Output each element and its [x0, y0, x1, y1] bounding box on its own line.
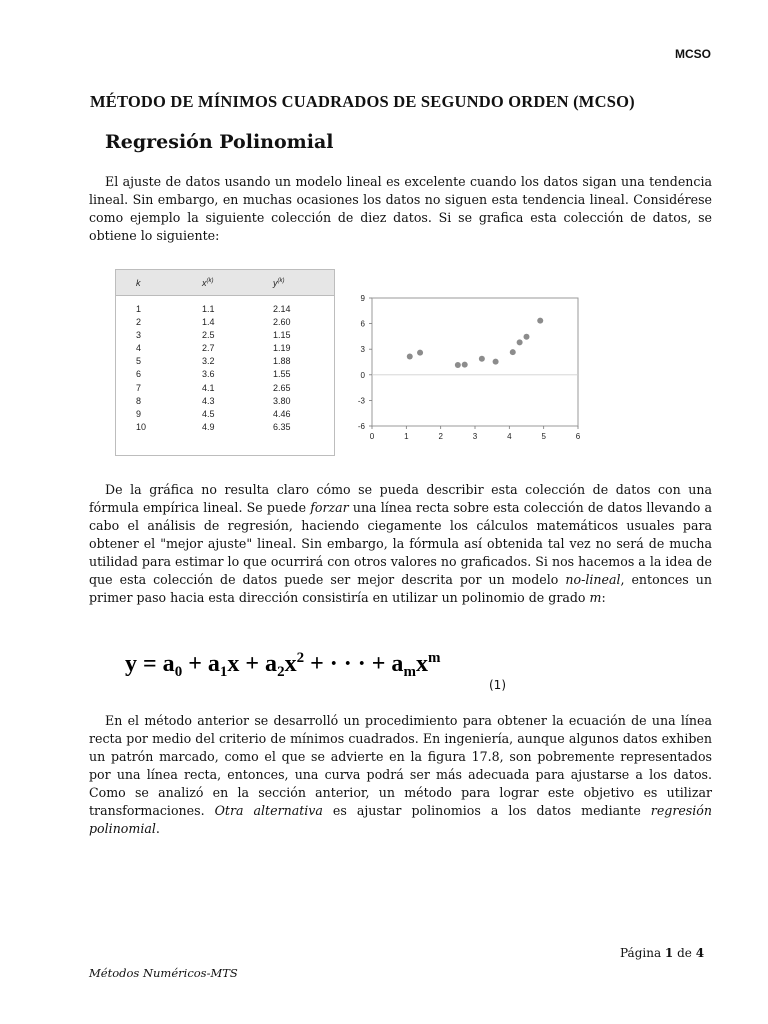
scatter-chart-svg — [352, 284, 588, 456]
y-tick-label: 9 — [360, 294, 365, 303]
document-title: MÉTODO DE MÍNIMOS CUADRADOS DE SEGUNDO ORDEN (MCSO) — [90, 92, 635, 111]
table-cell: 2.14 — [273, 304, 291, 314]
table-cell: 2.65 — [273, 382, 291, 393]
table-cell: 3.2 — [202, 356, 215, 367]
y-tick-label: 0 — [360, 370, 365, 380]
table-cell: 3 — [136, 330, 142, 341]
equation-number: (1) — [489, 678, 506, 692]
table-row — [116, 330, 334, 343]
data-point — [455, 362, 461, 368]
table-cell: 4.1 — [202, 382, 215, 393]
table-cell: 1.55 — [273, 369, 291, 380]
page-number: Página 1 de 4 — [620, 946, 705, 960]
table-row — [116, 422, 334, 435]
x-tick-label: 4 — [507, 432, 512, 441]
table-row — [116, 383, 334, 396]
em-otra-alternativa: Otra alternativa — [214, 803, 323, 818]
table-cell: 1.88 — [273, 356, 291, 367]
header-y-sup: (k) — [277, 278, 285, 284]
data-point — [493, 359, 499, 365]
table-cell: 4.46 — [273, 408, 291, 419]
y-tick-label: -6 — [357, 422, 365, 431]
em-forzar: forzar — [310, 500, 349, 515]
table-cell: 1 — [136, 304, 142, 314]
header-x: $x^{(k)}$ — [202, 278, 214, 288]
table-header — [116, 270, 334, 296]
em-regresion-polinomial: regresión polinomial — [89, 803, 712, 836]
data-point — [462, 362, 468, 368]
x-tick-label: 3 — [472, 432, 478, 441]
x-tick-label: 1 — [404, 432, 409, 441]
table-cell: 5 — [136, 356, 142, 367]
table-body — [116, 296, 334, 435]
data-point — [407, 354, 413, 360]
table-cell: 2 — [136, 317, 142, 328]
table-cell: 2.7 — [202, 343, 215, 354]
y-tick-label: 6 — [360, 319, 365, 329]
header-k: k — [136, 278, 141, 288]
table-row — [116, 304, 334, 317]
table-row — [116, 369, 334, 382]
table-cell: 10 — [136, 421, 147, 432]
table-row — [116, 343, 334, 356]
header-x-sup: (k) — [206, 278, 214, 284]
paragraph-polynomial-regression: En el método anterior se desarrolló un procedimiento para obtener la ecuación de una línea recta por medio del criterio de mínimos cuadrados. En ingeniería, aunque algunos datos exhiben un patrón marcado, como el que se advierte en la figura 17.8, son pobremente representados por una línea recta, entonces, una curva podrá ser más adecuada para ajustarse a los datos. Como se analizó en la sección anterior, un método para lograr este objetivo es utilizar transformaciones. Otra alternativa es ajustar polinomios a los datos mediante regresión polinomial. — [89, 713, 712, 836]
data-point — [524, 334, 530, 340]
section-title: Regresión Polinomial — [105, 131, 334, 153]
table-cell: 1.4 — [202, 317, 215, 328]
y-tick-label: -3 — [357, 396, 365, 406]
table-cell: 7 — [136, 382, 142, 393]
em-m: m — [589, 590, 602, 605]
table-cell: 3.6 — [202, 369, 215, 380]
em-no-lineal: no-lineal — [565, 572, 621, 587]
header-label: MCSO — [675, 47, 711, 61]
table-cell: 4 — [136, 343, 142, 354]
polynomial-equation: $y = a_0 + a_1x + a_2x^2$ + · · · + $a_mx^m$ — [125, 650, 441, 680]
data-point — [537, 318, 543, 324]
data-point — [479, 356, 485, 362]
x-tick-label: 0 — [369, 432, 375, 441]
table-row — [116, 409, 334, 422]
x-tick-label: 5 — [541, 432, 546, 441]
table-cell: 2.60 — [273, 317, 291, 328]
table-cell: 4.5 — [202, 408, 215, 419]
table-row — [116, 317, 334, 330]
table-cell: 1.19 — [273, 343, 291, 354]
scatter-chart — [352, 284, 588, 456]
table-cell: 2.5 — [202, 330, 215, 341]
table-cell: 6 — [136, 369, 142, 380]
paragraph-intro: El ajuste de datos usando un modelo lineal es excelente cuando los datos sigan una tendencia lineal. Sin embargo, en muchas ocasiones los datos no siguen esta tendencia lineal. Considérese como ejemplo la siguiente colección de diez datos. Si se grafica esta colección de datos, se obtiene lo siguiente: — [89, 174, 712, 243]
table-cell: 1.1 — [202, 304, 215, 314]
x-tick-label: 6 — [575, 432, 581, 441]
table-cell: 6.35 — [273, 421, 291, 432]
table-cell: 4.3 — [202, 395, 215, 406]
table-cell: 3.80 — [273, 395, 291, 406]
data-table — [115, 269, 335, 456]
data-point — [417, 350, 423, 356]
plot-frame — [372, 298, 578, 426]
data-point — [517, 339, 523, 345]
paragraph-nonlinear: De la gráfica no resulta claro cómo se pueda describir esta colección de datos con una fórmula empírica lineal. Se puede forzar una línea recta sobre esta colección de datos llevando a cabo el análisis de regresión, haciendo ciegamente los cálculos matemáticos usuales para obtener el "mejor ajuste" lineal. Sin embargo, la fórmula así obtenida tal vez no será de mucha utilidad para estimar lo que ocurrirá con otros valores no graficados. Si nos hacemos a la idea de que esta colección de datos puede ser mejor descrita por un modelo no-lineal, entonces un primer paso hacia esta dirección consistiría en utilizar un polinomio de grado m: — [89, 482, 712, 605]
table-cell: 8 — [136, 395, 142, 406]
table-row — [116, 356, 334, 369]
footer-course: Métodos Numéricos-MTS — [89, 966, 238, 980]
header-y: $y^{(k)}$ — [273, 278, 285, 288]
table-cell: 9 — [136, 408, 142, 419]
table-cell: 1.15 — [273, 330, 291, 341]
data-point — [510, 349, 516, 355]
table-cell: 4.9 — [202, 421, 215, 432]
table-row — [116, 396, 334, 409]
x-tick-label: 2 — [438, 432, 443, 441]
y-tick-label: 3 — [360, 345, 365, 355]
